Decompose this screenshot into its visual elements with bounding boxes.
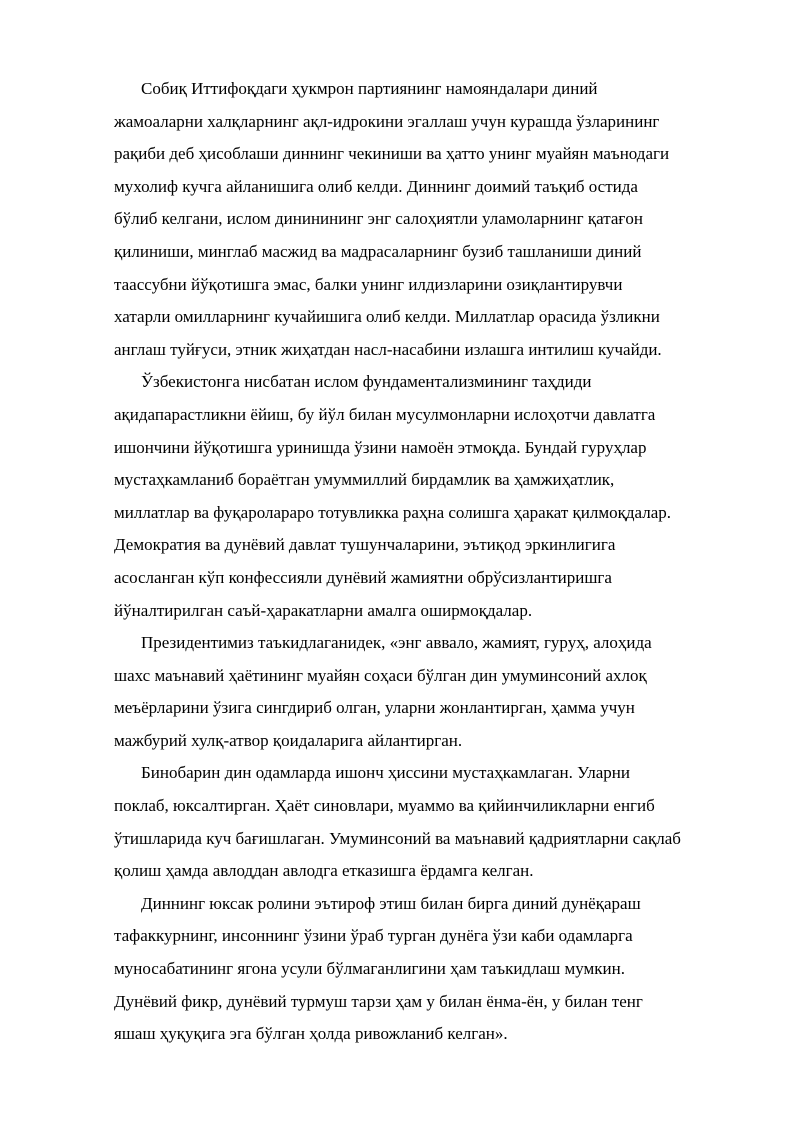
text-line: меъёрларини ўзига сингдириб олган, уларни жонлантирган, ҳамма учун bbox=[114, 698, 635, 718]
text-line: рақиби деб ҳисоблаши диннинг чекиниши ва ҳатто унинг муайян маънодаги bbox=[114, 144, 670, 164]
text-line: таассубни йўқотишга эмас, балки унинг илдизларини озиқлантирувчи bbox=[114, 274, 623, 294]
text-line: поклаб, юксалтирган. Ҳаёт синовлари, муаммо ва қийинчиликларни енгиб bbox=[114, 796, 655, 816]
text-line: Собиқ Иттифоқдаги ҳукмрон партиянинг намояндалари диний bbox=[141, 79, 598, 98]
text-line: мажбурий хулқ-атвор қоидаларига айлантирган. bbox=[114, 730, 463, 750]
text-line: жамоаларни халқларнинг ақл-идрокини эгаллаш учун курашда ўзларининг bbox=[114, 111, 660, 131]
text-line: мустаҳкамланиб бораётган умуммиллий бирдамлик ва ҳамжиҳатлик, bbox=[114, 470, 615, 490]
text-line: Президентимиз таъкидлаганидек, «энг аввало, жамият, гуруҳ, алоҳида bbox=[141, 633, 652, 653]
text-line: муносабатининг ягона усули бўлмаганлигини ҳам таъкидлаш мумкин. bbox=[114, 959, 625, 979]
paragraph-3 bbox=[114, 627, 754, 757]
text-line: яшаш ҳуқуқига эга бўлган ҳолда ривожланиб келган». bbox=[114, 1024, 508, 1044]
text-line: тафаккурнинг, инсоннинг ўзини ўраб турган дунёга ўзи каби одамларга bbox=[114, 926, 633, 946]
text-line: Дунёвий фикр, дунёвий турмуш тарзи ҳам у билан ёнма-ён, у билан тенг bbox=[114, 991, 643, 1011]
text-line: ўтишларида куч бағишлаган. Умуминсоний ва маънавий қадриятларни сақлаб bbox=[114, 828, 681, 848]
text-line: асосланган кўп конфессияли дунёвий жамиятни обрўсизлантиришга bbox=[114, 567, 612, 587]
text-line: ақидапарастликни ёйиш, бу йўл билан мусулмонларни ислоҳотчи давлатга bbox=[114, 404, 656, 424]
text-line: миллатлар ва фуқаролараро тотувликка раҳна солишга ҳаракат қилмоқдалар. bbox=[114, 502, 671, 522]
text-line: Демократия ва дунёвий давлат тушунчаларини, эътиқод эркинлигига bbox=[114, 535, 616, 555]
paragraph-1 bbox=[114, 73, 754, 366]
text-line: йўналтирилган саъй-ҳаракатларни амалга оширмоқдалар. bbox=[114, 600, 533, 620]
text-line: Диннинг юксак ролини эътироф этиш билан бирга диний дунёқараш bbox=[141, 893, 641, 913]
paragraph-5 bbox=[114, 888, 754, 1051]
text-line: хатарли омилларнинг кучайишига олиб келди. Миллатлар орасида ўзликни bbox=[114, 307, 660, 327]
text-line: шахс маънавий ҳаётининг муайян соҳаси бўлган дин умуминсоний ахлоқ bbox=[114, 665, 647, 685]
text-line: Бинобарин дин одамларда ишонч ҳиссини мустаҳкамлаган. Уларни bbox=[141, 763, 630, 783]
text-line: қилиниши, минглаб масжид ва мадрасаларнинг бузиб ташланиши диний bbox=[114, 241, 642, 261]
text-line: ишончини йўқотишга уринишда ўзини намоён этмоқда. Бундай гуруҳлар bbox=[114, 437, 647, 457]
paragraph-4 bbox=[114, 757, 754, 887]
text-line: англаш туйғуси, этник жиҳатдан насл-насабини излашга интилиш кучайди. bbox=[114, 339, 662, 359]
text-line: мухолиф кучга айланишига олиб келди. Диннинг доимий таъқиб остида bbox=[114, 176, 638, 196]
text-line: Ўзбекистонга нисбатан ислом фундаментализмининг таҳдиди bbox=[141, 372, 592, 392]
paragraph-2 bbox=[114, 366, 754, 627]
text-line: қолиш ҳамда авлоддан авлодга етказишга ёрдамга келган. bbox=[114, 861, 534, 881]
text-line: бўлиб келгани, ислом дининининг энг салоҳиятли уламоларнинг қатағон bbox=[114, 209, 643, 229]
document-page bbox=[114, 73, 754, 1051]
